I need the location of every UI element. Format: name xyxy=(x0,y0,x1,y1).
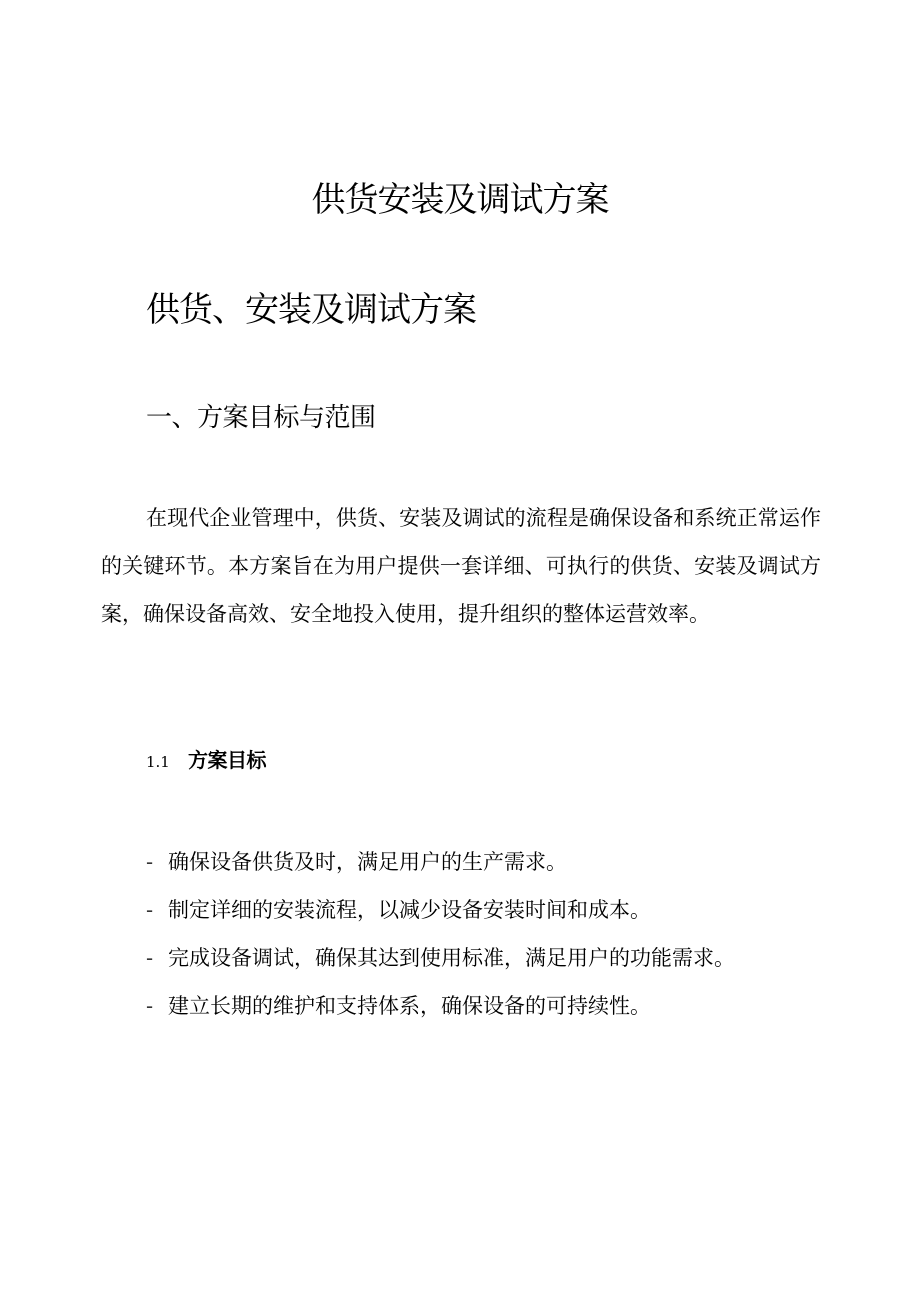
list-item-text: 确保设备供货及时，满足用户的生产需求。 xyxy=(168,850,567,874)
list-item xyxy=(146,886,846,934)
list-item-text: 建立长期的维护和支持体系，确保设备的可持续性。 xyxy=(168,994,651,1018)
intro-paragraph: 在现代企业管理中，供货、安装及调试的流程是确保设备和系统正常运作的关键环节。本方案旨在为用户提供一套详细、可执行的供货、安装及调试方案，确保设备高效、安全地投入使用，提升组织的整体运营效率。 xyxy=(101,506,821,626)
document-title: 供货安装及调试方案 xyxy=(311,180,609,220)
bullet-dash: - xyxy=(146,850,154,874)
section-heading: 一、方案目标与范围 xyxy=(146,403,376,433)
heading-level-1: 供货、安装及调试方案 xyxy=(146,290,476,330)
bullet-dash: - xyxy=(146,898,154,922)
list-item-text: 完成设备调试，确保其达到使用标准，满足用户的功能需求。 xyxy=(168,946,735,970)
subsection-heading xyxy=(146,744,266,773)
goal-list xyxy=(146,838,846,1030)
list-item xyxy=(146,982,846,1030)
list-item-text: 制定详细的安装流程，以减少设备安装时间和成本。 xyxy=(168,898,651,922)
list-item xyxy=(146,934,846,982)
bullet-dash: - xyxy=(146,946,154,970)
list-item xyxy=(146,838,846,886)
bullet-dash: - xyxy=(146,994,154,1018)
subsection-number: 1.1 xyxy=(146,753,170,771)
subsection-title: 方案目标 xyxy=(188,748,266,772)
